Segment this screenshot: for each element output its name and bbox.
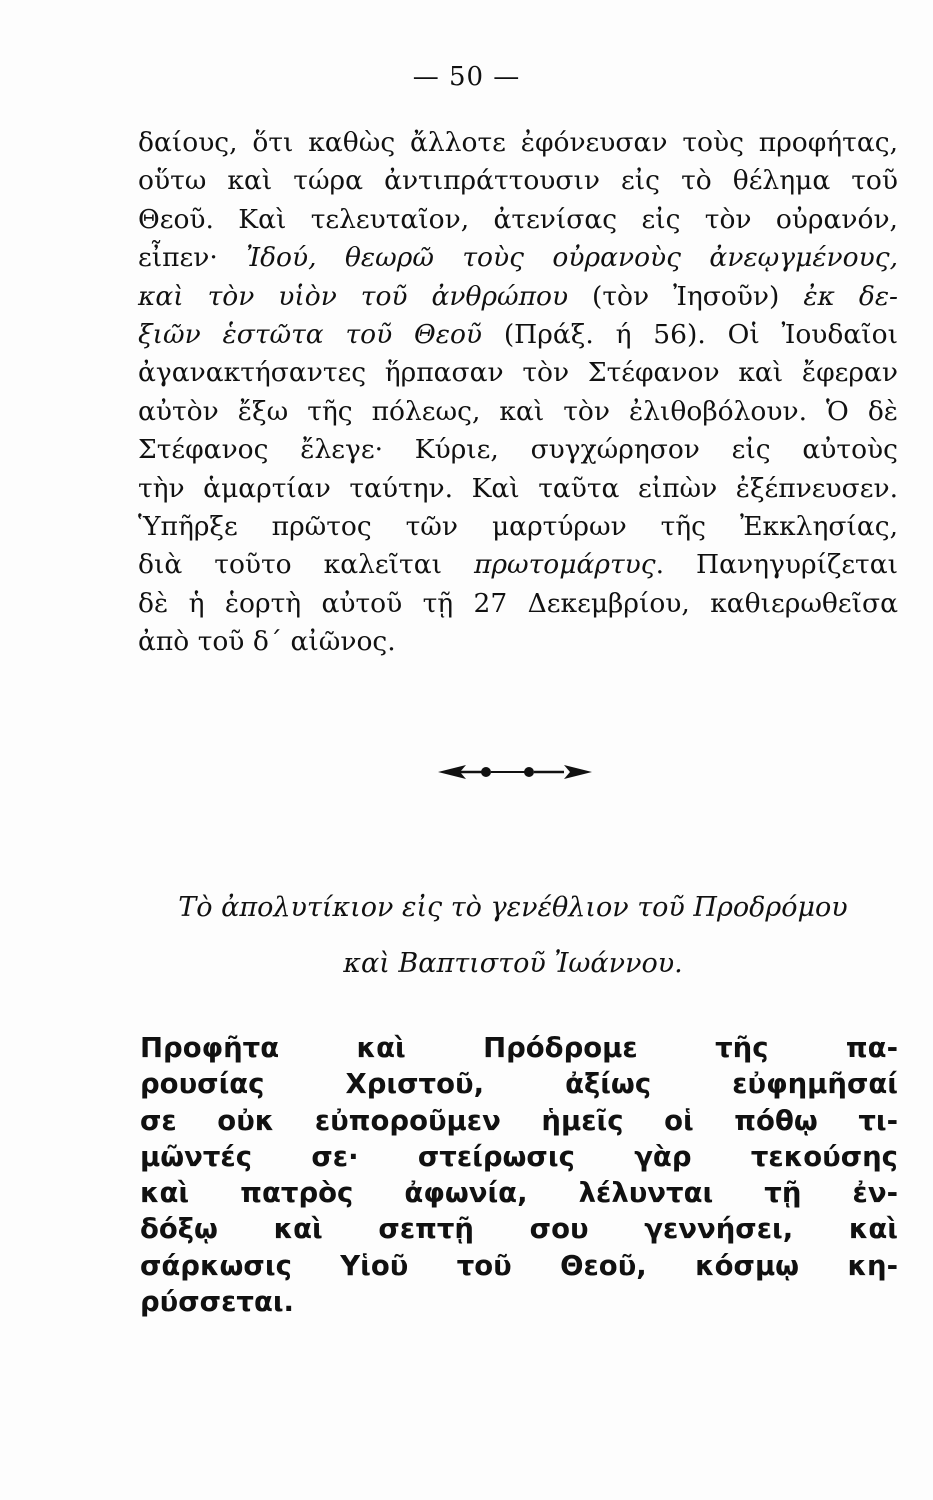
text-run: Στέφανος ἔλεγε· (138, 434, 415, 466)
paragraph-line (138, 278, 898, 316)
italic-text: ξιῶν ἑστῶτα τοῦ Θεοῦ (138, 319, 483, 351)
paragraph-line (138, 162, 898, 200)
paragraph-line (138, 316, 898, 354)
text-run: ἀπὸ τοῦ δ΄ αἰῶνος. (138, 626, 396, 658)
body-paragraph (138, 124, 898, 662)
heading-line: καὶ Βαπτιστοῦ Ἰωάννου. (343, 948, 683, 979)
hymn-line: σάρκωσις Υἱοῦ τοῦ Θεοῦ, κόσμῳ κη- (140, 1249, 898, 1282)
hymn-line: ρύσσεται. (140, 1286, 295, 1319)
paragraph-line (138, 354, 898, 392)
text-run: . Πανηγυρίζεται (655, 549, 898, 581)
page-number: — 50 — (412, 62, 521, 92)
text-run: (Πράξ. ή 56). Οἱ Ἰουδαῖοι (482, 319, 898, 351)
paragraph-line (138, 508, 898, 546)
heading-line: Τὸ ἀπολυτίκιον εἰς τὸ γενέθλιον τοῦ Προδρόμου (178, 892, 848, 923)
hymn-text (140, 1030, 898, 1320)
paragraph-line (138, 585, 898, 623)
text-run: οὕτω καὶ τώρα ἀντιπράττουσιν εἰς τὸ θέλημα τοῦ (138, 165, 898, 197)
text-run: δὲ ἡ ἑορτὴ αὐτοῦ τῇ 27 Δεκεμβρίου, καθιερωθεῖσα (138, 587, 898, 619)
italic-text: Ἰδού, θεωρῶ τοὺς οὐρανοὺς ἀνεῳγμένους, (246, 242, 898, 274)
paragraph-line (138, 393, 898, 431)
hymn-heading (118, 880, 908, 992)
paragraph-line (138, 201, 898, 239)
paragraph-line (138, 546, 898, 584)
hymn-line: δόξῳ καὶ σεπτῇ σου γεννήσει, καὶ (140, 1213, 898, 1246)
paragraph-line (138, 124, 898, 162)
hymn-line: ρουσίας Χριστοῦ, ἀξίως εὐφημῆσαί (140, 1068, 898, 1101)
hymn-line: μῶντές σε· στείρωσις γὰρ τεκούσης (140, 1140, 898, 1173)
text-run: αὐτὸν ἔξω τῆς πόλεως, καὶ τὸν ἐλιθοβόλουν. Ὁ δὲ (138, 395, 898, 427)
paragraph-line (138, 470, 898, 508)
hymn-line: καὶ πατρὸς ἀφωνία, λέλυνται τῇ ἐν- (140, 1177, 898, 1210)
hymn-line: σε οὐκ εὐποροῦμεν ἡμεῖς οἱ πόθῳ τι- (140, 1104, 898, 1137)
italic-text: πρωτομάρτυς (474, 549, 656, 581)
text-run: διὰ τοῦτο καλεῖται (138, 549, 475, 581)
text-run: Ὑπῆρξε πρῶτος τῶν μαρτύρων τῆς Ἐκκλησίας, (138, 511, 898, 543)
text-run: Κύριε, συγχώρησον εἰς αὐτοὺς (414, 434, 898, 466)
italic-text: ἐκ δε- (803, 280, 898, 312)
paragraph-line (138, 239, 898, 277)
hymn-line: Προφῆτα καὶ Πρόδρομε τῆς πα- (140, 1032, 898, 1064)
fleuron-divider-icon (436, 752, 596, 792)
text-run: Θεοῦ. Καὶ τελευταῖον, ἀτενίσας εἰς τὸν οὐρανόν, (138, 203, 898, 235)
text-run: εἶπεν· (138, 242, 247, 274)
text-run: τὴν ἁμαρτίαν ταύτην. Καὶ ταῦτα εἰπὼν ἐξέπνευσεν. (138, 472, 898, 504)
italic-text: καὶ τὸν υἱὸν τοῦ ἀνθρώπου (138, 280, 569, 312)
paragraph-line (138, 623, 898, 661)
paragraph-line (138, 431, 898, 469)
text-run: δαίους, ὅτι καθὼς ἄλλοτε ἐφόνευσαν τοὺς προφήτας, (138, 127, 898, 158)
text-run: ἀγανακτήσαντες ἥρπασαν τὸν Στέφανον καὶ ἔφεραν (138, 357, 898, 389)
text-run: (τὸν Ἰησοῦν) (568, 280, 804, 312)
